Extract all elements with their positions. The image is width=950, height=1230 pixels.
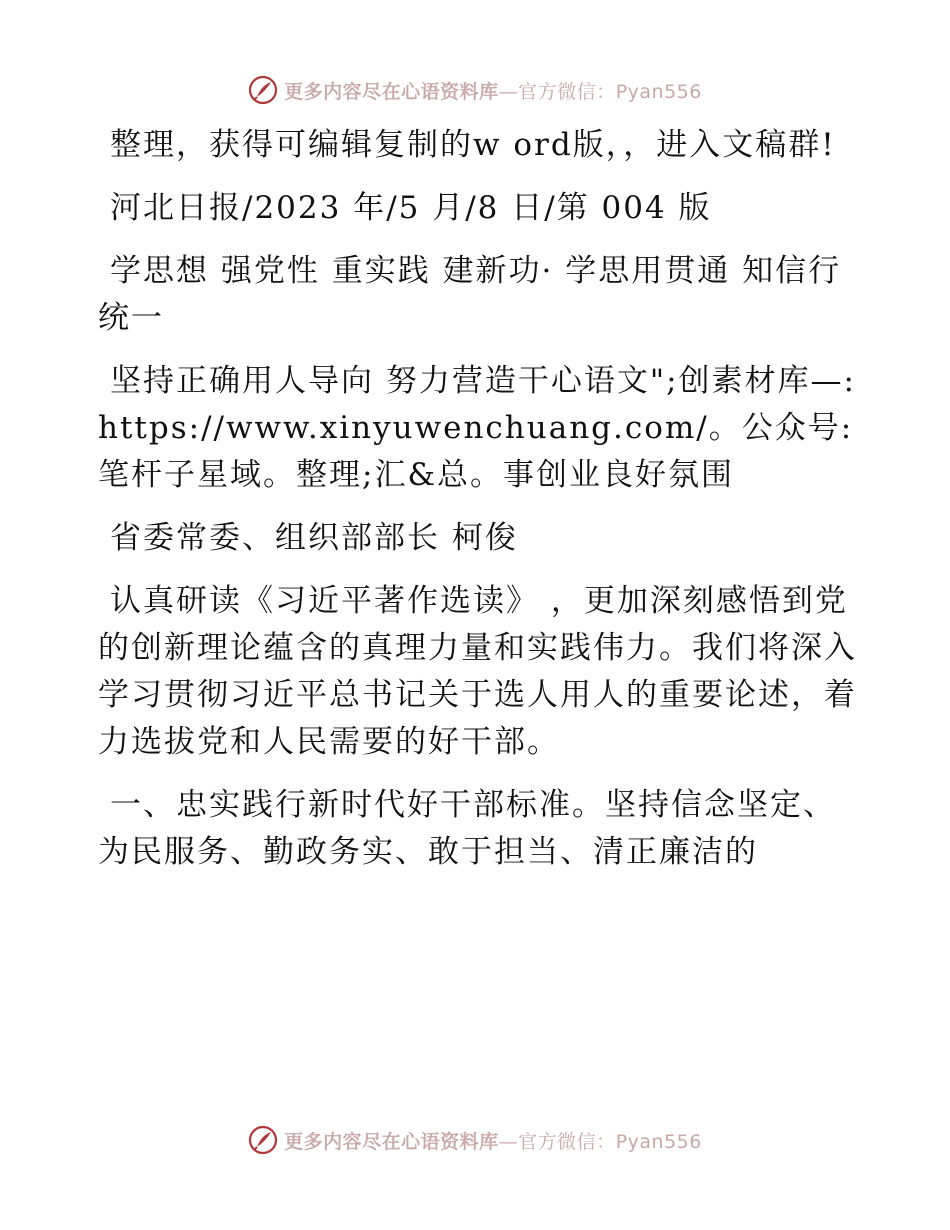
watermark-wechat-label: 官方微信： [518, 80, 616, 103]
paragraph-intro: 整理，获得可编辑复制的w ord版，，进入文稿群! [110, 127, 836, 163]
paragraph-article-title: 坚持正确用人导向 努力营造干心语文";创素材库—: https://www.xinyuwenchuang.com/。公众号: 笔杆子星域。整理;汇&总。事创业良好氛围 [98, 363, 856, 493]
watermark-text [284, 1127, 702, 1154]
paragraph-body-2: 一、忠实践行新时代好干部标准。坚持信念坚定、为民服务、勤政务实、敢于担当、清正廉洁的 [98, 787, 836, 870]
watermark-text [284, 77, 702, 104]
watermark-wechat-id: Pyan556 [615, 1130, 702, 1153]
watermark-wechat-label: 官方微信： [518, 1130, 616, 1153]
paragraph-author: 省委常委、组织部部长 柯俊 [110, 520, 518, 556]
watermark-separator: — [498, 80, 519, 103]
document-body [98, 122, 858, 892]
header-watermark [0, 72, 950, 108]
watermark-main-text: 更多内容尽在心语资料库 [284, 1130, 499, 1153]
watermark-main-text: 更多内容尽在心语资料库 [284, 80, 499, 103]
feather-pen-logo-icon [248, 1125, 278, 1155]
watermark-separator: — [498, 1130, 519, 1153]
paragraph-column-title: 学思想 强党性 重实践 建新功· 学思用贯通 知信行统一 [98, 253, 842, 336]
paragraph-body-1: 认真研读《习近平著作选读》 ，更加深刻感悟到党的创新理论蕴含的真理力量和实践伟力。我们将深入学习贯彻习近平总书记关于选人用人的重要论述，着力选拔党和人民需要的好干部。 [98, 583, 857, 760]
feather-pen-logo-icon [248, 75, 278, 105]
watermark-wechat-id: Pyan556 [615, 80, 702, 103]
paragraph-source: 河北日报/2023 年/5 月/8 日/第 004 版 [110, 190, 712, 226]
footer-watermark [0, 1122, 950, 1158]
